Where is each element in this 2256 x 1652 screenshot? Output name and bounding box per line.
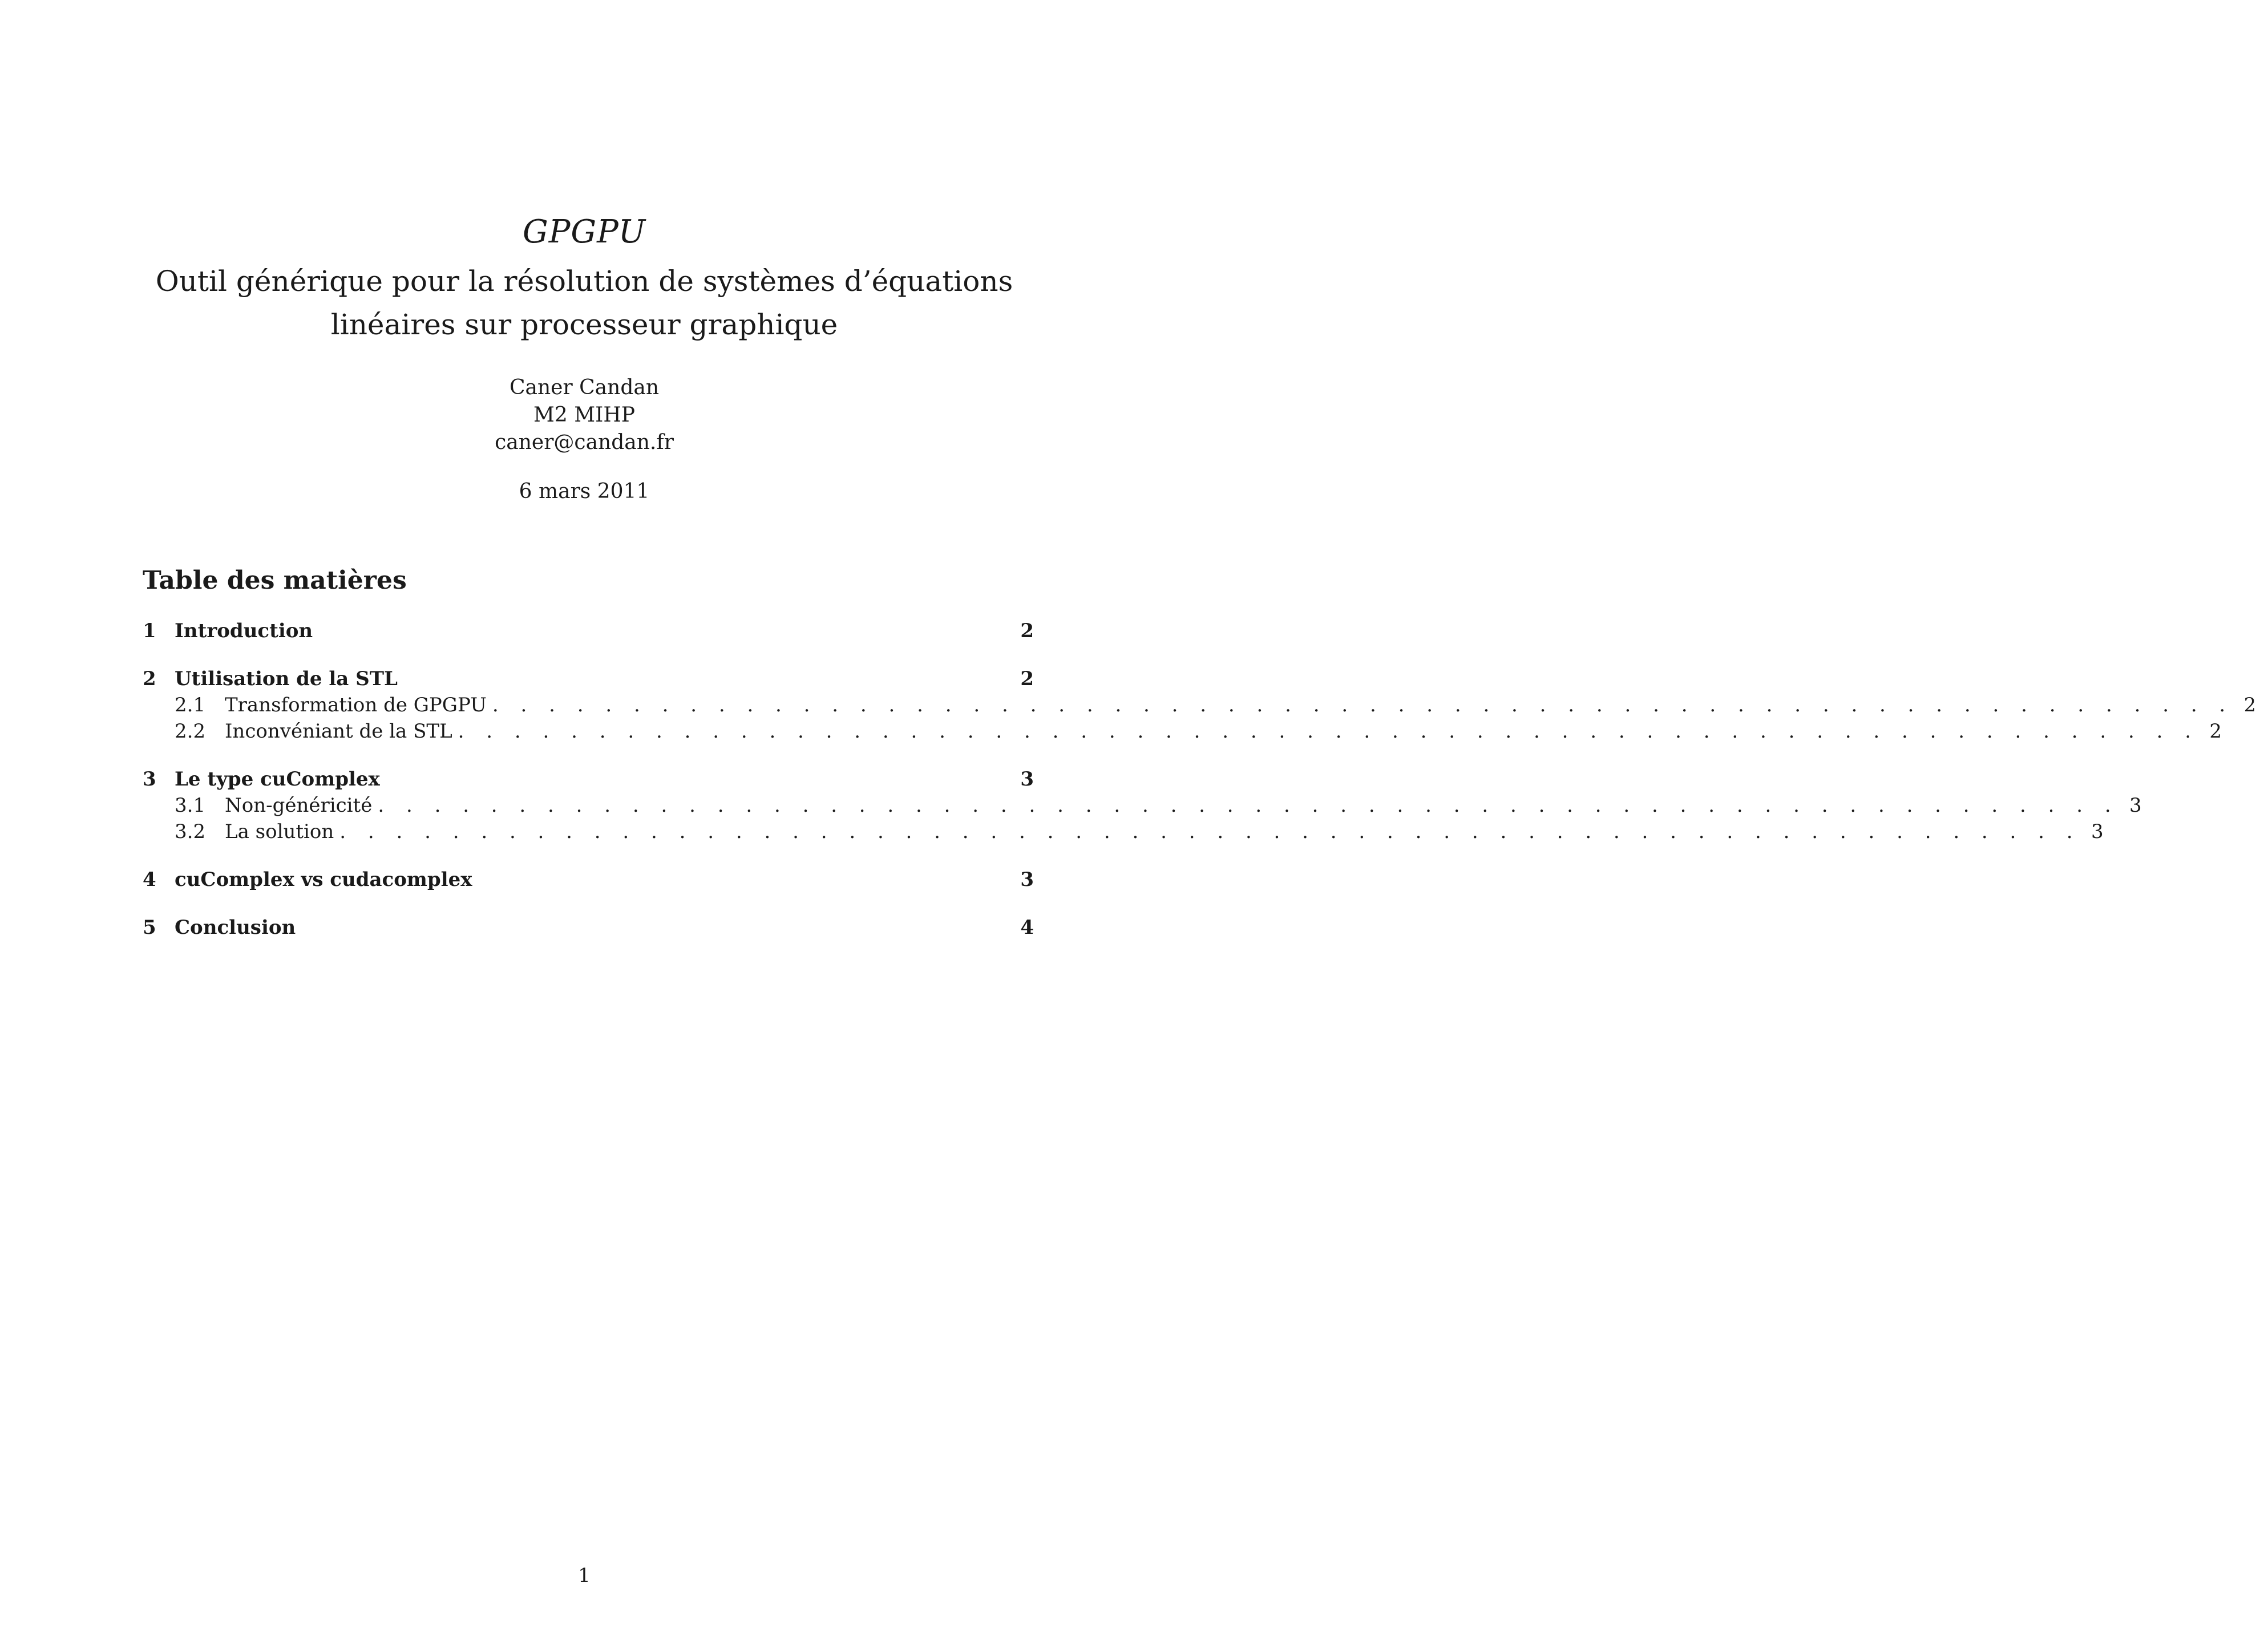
toc-entry-number: 4 (143, 868, 156, 891)
toc-entry-conclusion[interactable] (143, 914, 1034, 941)
toc-entry-la-solution[interactable] (143, 818, 2104, 845)
toc-entry-page: 3 (2129, 794, 2142, 817)
toc-entry-inconveniant-stl[interactable] (143, 718, 2222, 745)
document-title-line-2: linéaires sur processeur graphique (330, 308, 838, 341)
author-name: Caner Candan (509, 376, 660, 399)
toc-entry-page: 4 (1020, 916, 1034, 939)
toc-dot-leader: . . . . . . . . . . . . . . . . . . . . . . . . . . . . . . . . . . . . . . . . . . . . . . . . . . . . . . . . . . . . . . (492, 694, 2234, 716)
toc-entry-page: 2 (2209, 720, 2222, 743)
author-email: caner@candan.fr (495, 431, 674, 454)
document-title-italic: GPGPU (522, 213, 646, 250)
toc-entry-number: 2.2 (175, 720, 206, 743)
toc-entry-number: 1 (143, 620, 156, 642)
toc-entry-transformation-gpgpu[interactable] (143, 691, 2256, 719)
toc-entry-number: 5 (143, 916, 156, 939)
toc-entry-title: Conclusion (175, 916, 296, 939)
toc-entry-page: 3 (2091, 820, 2104, 843)
toc-entry-number: 2.1 (175, 694, 206, 716)
toc-entry-title: Non-généricité (225, 794, 373, 817)
toc-heading: Table des matières (143, 566, 407, 595)
toc-entry-type-cucomplex[interactable] (143, 766, 1034, 793)
toc-entry-page: 2 (1020, 667, 1034, 690)
toc-dot-leader: . . . . . . . . . . . . . . . . . . . . . . . . . . . . . . . . . . . . . . . . . . . . . . . . . . . . . . . . . . . . . . (378, 794, 2119, 817)
toc-entry-number: 3.1 (175, 794, 206, 817)
author-program: M2 MIHP (533, 403, 635, 427)
toc-entry-cucomplex-vs-cudacomplex[interactable] (143, 866, 1034, 893)
toc-entry-number: 3 (143, 768, 156, 791)
toc-entry-page: 2 (1020, 620, 1034, 642)
toc-entry-non-genericite[interactable] (143, 792, 2142, 819)
toc-entry-number: 3.2 (175, 820, 206, 843)
document-date: 6 mars 2011 (519, 480, 650, 503)
toc-entry-title: Le type cuComplex (175, 768, 380, 791)
toc-entry-title: Inconvéniant de la STL (225, 720, 452, 743)
page-number: 1 (578, 1564, 591, 1587)
toc-entry-title: La solution (225, 820, 334, 843)
toc-entry-page: 2 (2243, 694, 2256, 716)
toc-entry-title: cuComplex vs cudacomplex (175, 868, 472, 891)
toc-entry-title: Introduction (175, 620, 313, 642)
toc-entry-page: 3 (1020, 868, 1034, 891)
toc-entry-title: Transformation de GPGPU (225, 694, 487, 716)
toc-dot-leader: . . . . . . . . . . . . . . . . . . . . . . . . . . . . . . . . . . . . . . . . . . . . . . . . . . . . . . . . . . . . . . (458, 720, 2200, 743)
toc-entry-utilisation-stl[interactable] (143, 665, 1034, 693)
toc-entry-page: 3 (1020, 768, 1034, 791)
toc-dot-leader: . . . . . . . . . . . . . . . . . . . . . . . . . . . . . . . . . . . . . . . . . . . . . . . . . . . . . . . . . . . . . . (339, 820, 2081, 843)
toc-entry-title: Utilisation de la STL (175, 667, 398, 690)
toc-entry-number: 2 (143, 667, 156, 690)
toc-entry-introduction[interactable] (143, 617, 1034, 645)
document-title-line-1: Outil générique pour la résolution de systèmes d’équations (155, 265, 1013, 298)
